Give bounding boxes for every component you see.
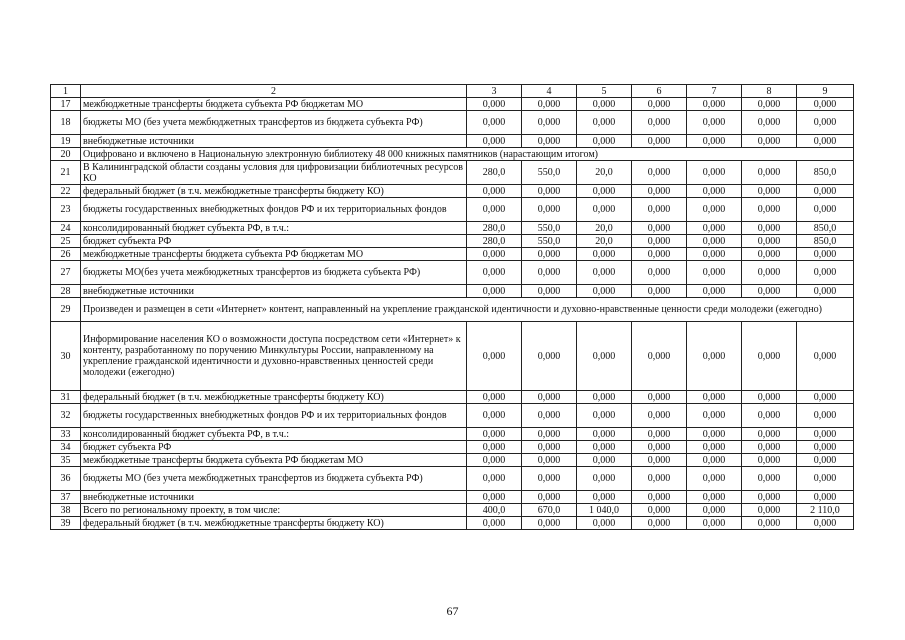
row-number: 36 bbox=[51, 467, 81, 491]
value-cell: 0,000 bbox=[632, 185, 687, 198]
value-cell: 550,0 bbox=[522, 235, 577, 248]
value-cell: 0,000 bbox=[632, 467, 687, 491]
description-cell: межбюджетные трансферты бюджета субъекта РФ бюджетам МО bbox=[81, 98, 467, 111]
value-cell: 0,000 bbox=[742, 404, 797, 428]
table-row bbox=[51, 322, 854, 391]
table-row bbox=[51, 222, 854, 235]
row-number: 23 bbox=[51, 198, 81, 222]
value-cell: 0,000 bbox=[522, 322, 577, 391]
value-cell: 0,000 bbox=[742, 222, 797, 235]
value-cell: 0,000 bbox=[577, 517, 632, 530]
table-row bbox=[51, 135, 854, 148]
section-heading-cell: Оцифровано и включено в Национальную электронную библиотеку 48 000 книжных памятников (нарастающим итогом) bbox=[81, 148, 854, 161]
description-cell: Информирование населения КО о возможности доступа посредством сети «Интернет» к контенту, разработанному по поручению Минкультуры России, направленному на укрепление гражданской идентичности и духовно-нравственных ценностей среди молодежи (ежегодно) bbox=[81, 322, 467, 391]
value-cell: 0,000 bbox=[467, 404, 522, 428]
value-cell: 0,000 bbox=[632, 135, 687, 148]
description-cell: бюджеты МО(без учета межбюджетных трансфертов из бюджета субъекта РФ) bbox=[81, 261, 467, 285]
value-cell: 0,000 bbox=[797, 261, 854, 285]
value-cell: 0,000 bbox=[687, 491, 742, 504]
value-cell: 0,000 bbox=[467, 261, 522, 285]
table-row bbox=[51, 504, 854, 517]
value-cell: 0,000 bbox=[797, 467, 854, 491]
description-cell: внебюджетные источники bbox=[81, 491, 467, 504]
row-number: 21 bbox=[51, 161, 81, 185]
table-row bbox=[51, 111, 854, 135]
value-cell: 0,000 bbox=[687, 185, 742, 198]
value-cell: 0,000 bbox=[632, 454, 687, 467]
value-cell: 0,000 bbox=[742, 185, 797, 198]
column-header: 3 bbox=[467, 85, 522, 98]
value-cell: 2 110,0 bbox=[797, 504, 854, 517]
table-header-row bbox=[51, 85, 854, 98]
value-cell: 0,000 bbox=[632, 517, 687, 530]
value-cell: 850,0 bbox=[797, 222, 854, 235]
value-cell: 0,000 bbox=[522, 285, 577, 298]
row-number: 29 bbox=[51, 298, 81, 322]
column-header: 1 bbox=[51, 85, 81, 98]
value-cell: 0,000 bbox=[632, 235, 687, 248]
value-cell: 0,000 bbox=[632, 161, 687, 185]
value-cell: 0,000 bbox=[522, 135, 577, 148]
row-number: 37 bbox=[51, 491, 81, 504]
value-cell: 0,000 bbox=[577, 454, 632, 467]
value-cell: 0,000 bbox=[577, 248, 632, 261]
value-cell: 0,000 bbox=[522, 467, 577, 491]
row-number: 20 bbox=[51, 148, 81, 161]
value-cell: 0,000 bbox=[687, 428, 742, 441]
table-row bbox=[51, 467, 854, 491]
value-cell: 0,000 bbox=[687, 404, 742, 428]
table-row bbox=[51, 98, 854, 111]
column-header: 8 bbox=[742, 85, 797, 98]
description-cell: федеральный бюджет (в т.ч. межбюджетные трансферты бюджету КО) bbox=[81, 391, 467, 404]
value-cell: 0,000 bbox=[687, 441, 742, 454]
row-number: 35 bbox=[51, 454, 81, 467]
table-row bbox=[51, 404, 854, 428]
value-cell: 0,000 bbox=[742, 248, 797, 261]
value-cell: 0,000 bbox=[797, 185, 854, 198]
value-cell: 0,000 bbox=[467, 248, 522, 261]
description-cell: бюджет субъекта РФ bbox=[81, 235, 467, 248]
value-cell: 0,000 bbox=[467, 185, 522, 198]
value-cell: 0,000 bbox=[632, 111, 687, 135]
value-cell: 0,000 bbox=[577, 185, 632, 198]
value-cell: 0,000 bbox=[742, 467, 797, 491]
value-cell: 0,000 bbox=[632, 248, 687, 261]
row-number: 30 bbox=[51, 322, 81, 391]
value-cell: 0,000 bbox=[522, 428, 577, 441]
table-row bbox=[51, 148, 854, 161]
value-cell: 0,000 bbox=[522, 391, 577, 404]
value-cell: 850,0 bbox=[797, 161, 854, 185]
value-cell: 0,000 bbox=[742, 261, 797, 285]
row-number: 32 bbox=[51, 404, 81, 428]
value-cell: 0,000 bbox=[577, 285, 632, 298]
value-cell: 0,000 bbox=[467, 491, 522, 504]
value-cell: 0,000 bbox=[632, 261, 687, 285]
value-cell: 0,000 bbox=[577, 98, 632, 111]
value-cell: 0,000 bbox=[742, 391, 797, 404]
row-number: 33 bbox=[51, 428, 81, 441]
value-cell: 20,0 bbox=[577, 161, 632, 185]
value-cell: 1 040,0 bbox=[577, 504, 632, 517]
value-cell: 0,000 bbox=[687, 454, 742, 467]
value-cell: 0,000 bbox=[467, 285, 522, 298]
row-number: 19 bbox=[51, 135, 81, 148]
row-number: 39 bbox=[51, 517, 81, 530]
value-cell: 0,000 bbox=[687, 248, 742, 261]
table-row bbox=[51, 298, 854, 322]
value-cell: 0,000 bbox=[632, 404, 687, 428]
value-cell: 0,000 bbox=[467, 391, 522, 404]
value-cell: 0,000 bbox=[797, 135, 854, 148]
value-cell: 0,000 bbox=[742, 441, 797, 454]
value-cell: 0,000 bbox=[797, 391, 854, 404]
value-cell: 20,0 bbox=[577, 235, 632, 248]
value-cell: 0,000 bbox=[467, 198, 522, 222]
table-row bbox=[51, 161, 854, 185]
value-cell: 850,0 bbox=[797, 235, 854, 248]
value-cell: 0,000 bbox=[742, 98, 797, 111]
value-cell: 0,000 bbox=[632, 198, 687, 222]
value-cell: 0,000 bbox=[687, 198, 742, 222]
value-cell: 0,000 bbox=[577, 322, 632, 391]
value-cell: 0,000 bbox=[797, 428, 854, 441]
value-cell: 0,000 bbox=[742, 517, 797, 530]
value-cell: 0,000 bbox=[742, 285, 797, 298]
value-cell: 0,000 bbox=[797, 441, 854, 454]
value-cell: 550,0 bbox=[522, 161, 577, 185]
row-number: 27 bbox=[51, 261, 81, 285]
value-cell: 0,000 bbox=[522, 98, 577, 111]
value-cell: 0,000 bbox=[632, 391, 687, 404]
table-row bbox=[51, 261, 854, 285]
description-cell: бюджеты государственных внебюджетных фондов РФ и их территориальных фондов bbox=[81, 404, 467, 428]
value-cell: 0,000 bbox=[522, 404, 577, 428]
value-cell: 0,000 bbox=[742, 491, 797, 504]
value-cell: 0,000 bbox=[522, 441, 577, 454]
value-cell: 0,000 bbox=[577, 391, 632, 404]
description-cell: бюджеты государственных внебюджетных фондов РФ и их территориальных фондов bbox=[81, 198, 467, 222]
value-cell: 0,000 bbox=[687, 391, 742, 404]
value-cell: 0,000 bbox=[522, 491, 577, 504]
table-row bbox=[51, 248, 854, 261]
value-cell: 0,000 bbox=[797, 517, 854, 530]
value-cell: 0,000 bbox=[797, 98, 854, 111]
column-header: 5 bbox=[577, 85, 632, 98]
value-cell: 0,000 bbox=[577, 428, 632, 441]
row-number: 26 bbox=[51, 248, 81, 261]
row-number: 24 bbox=[51, 222, 81, 235]
value-cell: 0,000 bbox=[797, 491, 854, 504]
value-cell: 280,0 bbox=[467, 235, 522, 248]
table-row bbox=[51, 235, 854, 248]
value-cell: 0,000 bbox=[687, 467, 742, 491]
table-row bbox=[51, 454, 854, 467]
description-cell: межбюджетные трансферты бюджета субъекта РФ бюджетам МО bbox=[81, 454, 467, 467]
value-cell: 0,000 bbox=[687, 98, 742, 111]
value-cell: 0,000 bbox=[577, 198, 632, 222]
section-heading-cell: Произведен и размещен в сети «Интернет» контент, направленный на укрепление гражданской идентичности и духовно-нравственные ценности среди молодежи (ежегодно) bbox=[81, 298, 854, 322]
value-cell: 0,000 bbox=[577, 467, 632, 491]
value-cell: 0,000 bbox=[577, 491, 632, 504]
value-cell: 0,000 bbox=[632, 222, 687, 235]
value-cell: 0,000 bbox=[467, 111, 522, 135]
value-cell: 670,0 bbox=[522, 504, 577, 517]
value-cell: 0,000 bbox=[467, 441, 522, 454]
value-cell: 0,000 bbox=[687, 135, 742, 148]
value-cell: 0,000 bbox=[577, 135, 632, 148]
value-cell: 0,000 bbox=[522, 248, 577, 261]
description-cell: консолидированный бюджет субъекта РФ, в т.ч.: bbox=[81, 428, 467, 441]
value-cell: 0,000 bbox=[522, 198, 577, 222]
value-cell: 0,000 bbox=[632, 322, 687, 391]
value-cell: 20,0 bbox=[577, 222, 632, 235]
value-cell: 0,000 bbox=[742, 454, 797, 467]
value-cell: 0,000 bbox=[632, 491, 687, 504]
value-cell: 0,000 bbox=[742, 428, 797, 441]
description-cell: федеральный бюджет (в т.ч. межбюджетные трансферты бюджету КО) bbox=[81, 517, 467, 530]
description-cell: внебюджетные источники bbox=[81, 135, 467, 148]
column-header: 9 bbox=[797, 85, 854, 98]
column-header: 4 bbox=[522, 85, 577, 98]
column-header: 6 bbox=[632, 85, 687, 98]
value-cell: 0,000 bbox=[632, 285, 687, 298]
value-cell: 0,000 bbox=[467, 517, 522, 530]
value-cell: 0,000 bbox=[687, 517, 742, 530]
value-cell: 0,000 bbox=[797, 404, 854, 428]
value-cell: 0,000 bbox=[742, 504, 797, 517]
row-number: 17 bbox=[51, 98, 81, 111]
description-cell: В Калининградской области созданы условия для цифровизации библиотечных ресурсов КО bbox=[81, 161, 467, 185]
value-cell: 0,000 bbox=[467, 98, 522, 111]
value-cell: 280,0 bbox=[467, 222, 522, 235]
row-number: 18 bbox=[51, 111, 81, 135]
value-cell: 0,000 bbox=[632, 504, 687, 517]
table-row bbox=[51, 285, 854, 298]
row-number: 22 bbox=[51, 185, 81, 198]
value-cell: 400,0 bbox=[467, 504, 522, 517]
table-body bbox=[51, 98, 854, 530]
row-number: 25 bbox=[51, 235, 81, 248]
description-cell: бюджеты МО (без учета межбюджетных трансфертов из бюджета субъекта РФ) bbox=[81, 467, 467, 491]
value-cell: 0,000 bbox=[522, 261, 577, 285]
row-number: 38 bbox=[51, 504, 81, 517]
value-cell: 280,0 bbox=[467, 161, 522, 185]
value-cell: 0,000 bbox=[632, 98, 687, 111]
value-cell: 0,000 bbox=[467, 135, 522, 148]
table-row bbox=[51, 185, 854, 198]
value-cell: 0,000 bbox=[687, 322, 742, 391]
value-cell: 0,000 bbox=[467, 428, 522, 441]
budget-table bbox=[50, 84, 854, 530]
value-cell: 0,000 bbox=[797, 322, 854, 391]
value-cell: 0,000 bbox=[797, 285, 854, 298]
value-cell: 0,000 bbox=[797, 198, 854, 222]
description-cell: межбюджетные трансферты бюджета субъекта РФ бюджетам МО bbox=[81, 248, 467, 261]
value-cell: 0,000 bbox=[687, 285, 742, 298]
table-row bbox=[51, 517, 854, 530]
description-cell: внебюджетные источники bbox=[81, 285, 467, 298]
value-cell: 0,000 bbox=[632, 441, 687, 454]
page-number: 67 bbox=[446, 604, 459, 618]
value-cell: 0,000 bbox=[522, 454, 577, 467]
table-row bbox=[51, 491, 854, 504]
column-header: 7 bbox=[687, 85, 742, 98]
description-cell: Всего по региональному проекту, в том числе: bbox=[81, 504, 467, 517]
value-cell: 0,000 bbox=[467, 322, 522, 391]
value-cell: 0,000 bbox=[687, 161, 742, 185]
description-cell: бюджет субъекта РФ bbox=[81, 441, 467, 454]
value-cell: 0,000 bbox=[522, 185, 577, 198]
value-cell: 0,000 bbox=[577, 404, 632, 428]
value-cell: 0,000 bbox=[742, 198, 797, 222]
value-cell: 0,000 bbox=[687, 235, 742, 248]
table-row bbox=[51, 441, 854, 454]
value-cell: 0,000 bbox=[797, 111, 854, 135]
value-cell: 0,000 bbox=[577, 441, 632, 454]
value-cell: 0,000 bbox=[742, 135, 797, 148]
table-row bbox=[51, 391, 854, 404]
value-cell: 0,000 bbox=[742, 235, 797, 248]
value-cell: 0,000 bbox=[687, 504, 742, 517]
value-cell: 0,000 bbox=[797, 248, 854, 261]
value-cell: 550,0 bbox=[522, 222, 577, 235]
value-cell: 0,000 bbox=[687, 222, 742, 235]
value-cell: 0,000 bbox=[742, 322, 797, 391]
description-cell: бюджеты МО (без учета межбюджетных трансфертов из бюджета субъекта РФ) bbox=[81, 111, 467, 135]
value-cell: 0,000 bbox=[687, 111, 742, 135]
value-cell: 0,000 bbox=[632, 428, 687, 441]
column-header: 2 bbox=[81, 85, 467, 98]
row-number: 34 bbox=[51, 441, 81, 454]
description-cell: консолидированный бюджет субъекта РФ, в т.ч.: bbox=[81, 222, 467, 235]
value-cell: 0,000 bbox=[797, 454, 854, 467]
value-cell: 0,000 bbox=[467, 467, 522, 491]
table-row bbox=[51, 198, 854, 222]
value-cell: 0,000 bbox=[687, 261, 742, 285]
row-number: 31 bbox=[51, 391, 81, 404]
value-cell: 0,000 bbox=[467, 454, 522, 467]
value-cell: 0,000 bbox=[522, 111, 577, 135]
value-cell: 0,000 bbox=[742, 161, 797, 185]
value-cell: 0,000 bbox=[742, 111, 797, 135]
description-cell: федеральный бюджет (в т.ч. межбюджетные трансферты бюджету КО) bbox=[81, 185, 467, 198]
value-cell: 0,000 bbox=[522, 517, 577, 530]
table-row bbox=[51, 428, 854, 441]
row-number: 28 bbox=[51, 285, 81, 298]
value-cell: 0,000 bbox=[577, 261, 632, 285]
value-cell: 0,000 bbox=[577, 111, 632, 135]
